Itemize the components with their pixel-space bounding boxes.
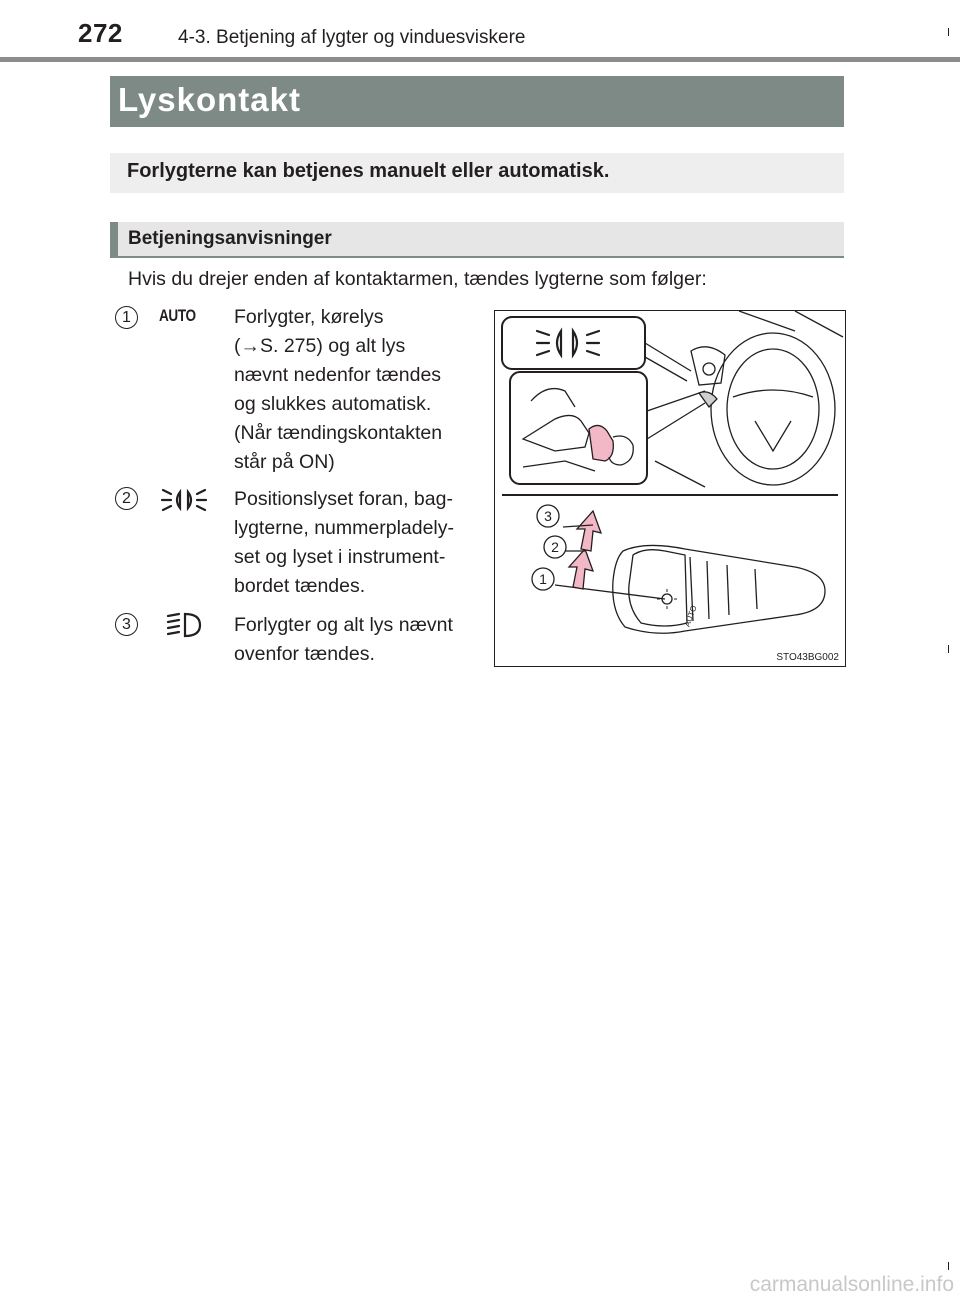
position-light-icon xyxy=(160,486,208,519)
page-number: 272 xyxy=(78,18,123,48)
auto-light-icon: AUTO xyxy=(159,306,196,325)
desc-line: bordet tændes. xyxy=(234,575,366,597)
section-title: Lyskontakt xyxy=(118,81,301,118)
crop-mark xyxy=(948,645,949,653)
light-switch-illustration xyxy=(494,310,846,667)
desc-line: Forlygter og alt lys nævnt xyxy=(234,614,453,636)
desc-line: Positionslyset foran, bag- xyxy=(234,488,453,510)
lead-text: Hvis du drejer enden af kontaktarmen, tændes lygterne som følger: xyxy=(128,268,707,290)
desc-line: set og lyset i instrument- xyxy=(234,546,446,568)
callout-3: 3 xyxy=(544,508,552,524)
crop-mark xyxy=(948,28,949,36)
chapter-title: 4-3. Betjening af lygter og vinduesviskere xyxy=(178,27,526,48)
desc-line: Forlygter, kørelys xyxy=(234,306,384,328)
callout-1: 1 xyxy=(539,571,547,587)
item-number: 1 xyxy=(115,306,138,329)
item-number: 2 xyxy=(115,487,138,510)
section-heading xyxy=(110,76,844,127)
subsection-heading xyxy=(110,222,844,258)
intro-box xyxy=(110,153,844,193)
watermark: carmanualsonline.info xyxy=(749,1273,954,1296)
callout-2: 2 xyxy=(551,539,559,555)
desc-line: ovenfor tændes. xyxy=(234,643,375,665)
header-rule xyxy=(0,57,960,62)
desc-line: (Når tændingskontakten xyxy=(234,422,443,444)
subsection-title: Betjeningsanvisninger xyxy=(128,228,332,249)
headlight-icon xyxy=(166,611,204,644)
figure-code: STO43BG002 xyxy=(776,652,839,663)
desc-line: og slukkes automatisk. xyxy=(234,393,432,415)
intro-text: Forlygterne kan betjenes manuelt eller automatisk. xyxy=(127,160,610,182)
desc-line: står på ON) xyxy=(234,451,335,473)
crop-mark xyxy=(948,1262,949,1270)
item-description xyxy=(234,611,476,669)
item-description xyxy=(234,303,476,477)
desc-line: (→S. 275) og alt lys xyxy=(234,335,406,357)
desc-line: nævnt nedenfor tændes xyxy=(234,364,442,386)
desc-line: lygterne, nummerpladely- xyxy=(234,517,455,539)
subsection-bar xyxy=(110,222,118,258)
item-description xyxy=(234,485,476,601)
switch-auto-label: AUTO xyxy=(682,604,699,629)
item-number: 3 xyxy=(115,613,138,636)
